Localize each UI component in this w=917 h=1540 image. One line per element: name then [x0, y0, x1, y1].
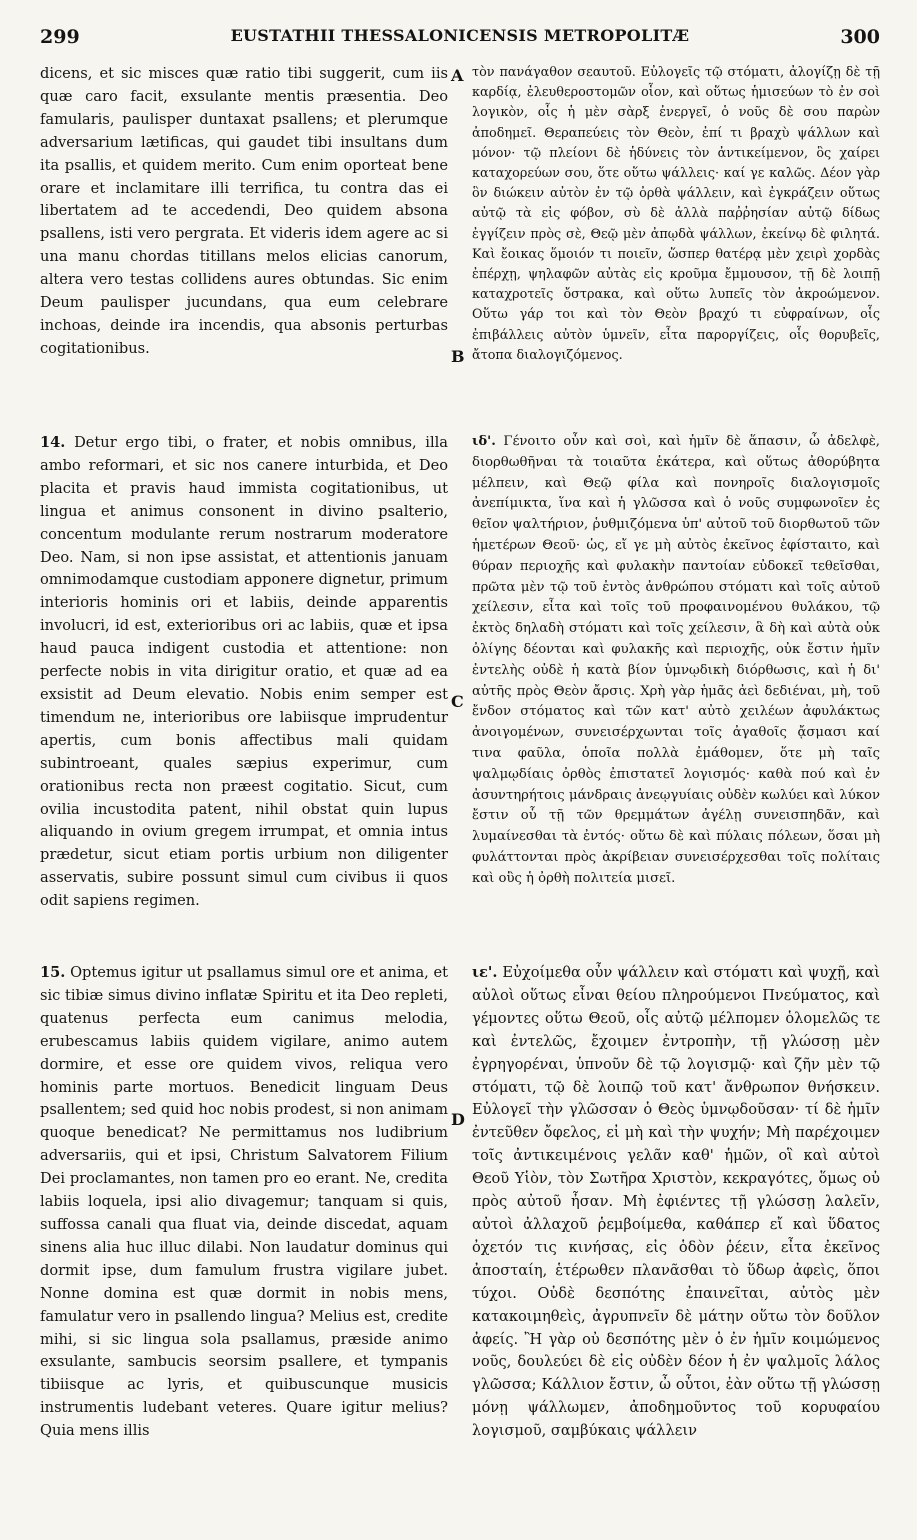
section-number: ιε'. [472, 964, 498, 981]
latin-text: Detur ergo tibi, o frater, et nobis omnibus, illa ambo reformari, et sic nos canere inturbida, et Deo placita et pravis haud immista cogitationibus, ut lingua et animus consonent in divino psalterio, concentum modulante rerum nostrarum moderatore Deo. Nam, si non ipse assistat, et attentionis januam omnimodamque custodiam apponere dignetur, primum interioris hominis ori et labiis, deinde apparentis involucri, id est, exterioribus ori ac labiis, quæ et ipsa haud pauca indigent custodia et attentione: non perfecte nobis in vita dirigitur oratio, et quæ ad ea exsistit ad Deum elevatio. Nobis enim semper est timendum ne, interioribus ore labiisque imprudentur apertis, cum bonis affectibus mali quidam subintroeant, quales sæpius experimur, cum orationibus recta non præest cogitatio. Sicut, cum ovilia incustodita patent, nihil obstat quin lupus aliquando in ovium gregem irrumpat, et omnia intus prædetur, sicut etiam portis urbium non diligenter asservatis, subire possunt simul cum civibus ii quos odit sapiens regimen. [40, 434, 448, 910]
latin-column-block-3 [40, 962, 448, 1502]
greek-column-block-3 [472, 962, 880, 1502]
greek-text: Γένοιτο οὖν καὶ σοὶ, καὶ ἡμῖν δὲ ἅπασιν, ὦ ἀδελφὲ, διορθωθῆναι τὰ τοιαῦτα ἑκάτερα, καὶ οὕτως ἀθορύβητα μέλπειν, καὶ Θεῷ φίλα καὶ πονηροῖς διαλογισμοῖς ἀνεπίμικτα, ἵνα καὶ ἡ γλῶσσα καὶ ὁ νοῦς συμφωνοῖεν ἐς θεῖον ψαλτήριον, ῥυθμιζόμενα ὑπ' αὐτοῦ τοῦ διορθωτοῦ τῶν ἡμετέρων Θεοῦ· ὡς, εἴ γε μὴ αὐτὸς ἐκεῖνος ἐφίσταιτο, καὶ θύραν περιοχῆς καὶ φυλακὴν παντοίαν εὐδοκεῖ τεθεῖσθαι, πρῶτα μὲν τῷ τοῦ ἐντὸς ἀνθρώπου στόματι καὶ τοῖς αὐτοῦ χείλεσιν, εἶτα καὶ τοῖς τοῦ προφαινομένου θυλάκου, τῷ ἐκτὸς δηλαδὴ στόματι καὶ τοῖς χείλεσιν, ἃ δὴ καὶ αὐτὰ οὐκ ὀλίγης δέονται καὶ φυλακῆς καὶ περιοχῆς, οὐκ ἔστιν ἡμῖν ἐντελὴς οὐδὲ ἡ κατὰ βίον ὑμνῳδικὴ διόρθωσις, καὶ ἡ δι' αὐτῆς πρὸς Θεὸν ἄρσις. Χρὴ γὰρ ἡμᾶς ἀεὶ δεδιέναι, μὴ, τοῦ ἔνδον στόματος καὶ τῶν κατ' αὐτὸ χειλέων ἀφυλάκτως ἀνοιγομένων, συνεισέρχωνται τοῖς ἀγαθοῖς ᾄσμασι καί τινα φαῦλα, ὁποῖα πολλὰ ἐμάθομεν, ὅτε μὴ ταῖς ψαλμῳδίαις ὀρθὸς ἐπιστατεῖ λογισμός· καθὰ πού καὶ ἐν ἀσυντηρήτοις μάνδραις ἀνεῳγυίαις οὐδὲν κωλύει καὶ λύκον ἔστιν οὗ τῇ τῶν θρεμμάτων ἀγέλῃ συνεισπηδᾶν, καὶ λυμαίνεσθαι τὰ ἐντός· οὕτω δὲ καὶ πύλαις πόλεων, ὅσαι μὴ φυλάττονται πρὸς ἀκρίβειαν συνεισέρχεσθαι τοῖς πολίταις καὶ οὓς ἡ ὀρθὴ πολιτεία μισεῖ. [472, 434, 880, 886]
latin-paragraph-15 [40, 962, 448, 1443]
greek-text: Εὐχοίμεθα οὖν ψάλλειν καὶ στόματι καὶ ψυχῇ, καὶ αὐλοὶ οὕτως εἶναι θείου πληρούμενοι Πνεύματος, καὶ γέμοντες οὕτω Θεοῦ, οἷς αὐτῷ μέλπομεν ὁλομελῶς τε καὶ ἐντελῶς, ἔχοιμεν ἐντροπὴν, τῇ γλώσσῃ μὲν ἐγρηγορέναι, ὑπνοῦν δὲ τῷ λογισμῷ· καὶ ζῆν μὲν τῷ στόματι, τῷ δὲ λοιπῷ τοῦ κατ' ἄνθρωπον θνήσκειν. Εὐλογεῖ τὴν γλῶσσαν ὁ Θεὸς ὑμνῳδοῦσαν· τί δὲ ἡμῖν ἐντεῦθεν ὄφελος, εἰ μὴ καὶ τὴν ψυχήν; Μὴ παρέχοιμεν τοῖς ἀντικειμένοις γελᾶν καθ' ἡμῶν, οἳ καὶ αὐτοὶ Θεοῦ Υἱὸν, τὸν Σωτῆρα Χριστὸν, κεκραγότες, ὅμως οὐ πρὸς αὐτοῦ ἦσαν. Μὴ ἐφιέντες τῇ γλώσσῃ λαλεῖν, αὐτοὶ ἀλλαχοῦ ῥεμβοίμεθα, καθάπερ εἴ καὶ ὕδατος ὀχετόν τις κινήσας, εἰς ὁδὸν ῥέειν, εἶτα ἐκεῖνος ἀποσταίη, ἑτέρωθεν πλανᾶσθαι τὸ ὕδωρ ἀφεὶς, ὅποι τύχοι. Οὐδὲ δεσπότης ἐπαινεῖται, αὐτὸς μὲν κατακοιμηθεὶς, ἀγρυπνεῖν δὲ μάτην οὕτω τὸν δοῦλον ἀφείς. Ἢ γὰρ οὐ δεσπότης μὲν ὁ ἐν ἡμῖν κοιμώμενος νοῦς, δουλεύει δὲ εἰς οὐδὲν δέον ἡ ἐν ψαλμοῖς λάλος γλῶσσα; Κάλλιον ἔστιν, ὦ οὗτοι, ἐὰν οὕτω τῇ γλώσσῃ μόνῃ ψάλλωμεν, ἀποδημοῦντος τοῦ κορυφαίου λογισμοῦ, σαμβύκαις ψάλλειν [472, 964, 880, 1440]
page-number-right: 300 [840, 26, 880, 48]
latin-paragraph: dicens, et sic misces quæ ratio tibi suggerit, cum iis quæ caro facit, exsulante mentis præsentia. Deo famularis, paulisper duntaxat psallens; et plerumque adversarium lætificas, qui gaudet tibi insultans dum ita psallis, et quidem merito. Cum enim oporteat bene orare et inclamitare illi terrifica, tu contra das ei libertatem ad te accedendi, Deo quidem absona psallens, isti vero pergrata. Et videris idem agere ac si una manu chordas titillans melos elicias canorum, altera vero testas collidens aures obtundas. Sic enim Deum paulisper jucundans, qua eum celebrare inchoas, deinde ira incendis, qua absonis perturbas cogitationibus. [40, 65, 448, 357]
latin-column-block-1 [40, 63, 448, 368]
greek-paragraph-14 [472, 432, 880, 890]
latin-column-block-2 [40, 432, 448, 912]
running-title: EUSTATHII THESSALONICENSIS METROPOLITÆ [230, 26, 690, 45]
page-number-left: 299 [40, 26, 80, 48]
greek-column-block-1 [472, 63, 880, 368]
greek-paragraph: τὸν πανάγαθον σεαυτοῦ. Εὐλογεῖς τῷ στόματι, ἀλογίζῃ δὲ τῇ καρδίᾳ, ἐλευθεροστομῶν οἷον, καὶ οὕτως ἡμισεύων τὸ ἐν σοὶ λογικὸν, οἷς ἡ μὲν σὰρξ ἐνεργεῖ, ὁ νοῦς δὲ σου παρὼν ἀποδημεῖ. Θεραπεύεις τὸν Θεὸν, ἐπί τι βραχὺ ψάλλων καὶ μόνον· τῷ πλείονι δὲ ἡδύνεις τὸν ἀντικείμενον, ὃς χαίρει καταχορεύων σου, ὅτε οὕτω ψάλλεις· καί γε καλῶς. Δέον γὰρ ὃν διώκειν αὐτὸν ἐν τῷ ὀρθὰ ψάλλειν, καὶ ἐγκράζειν οὕτως αὐτῷ τὰ εἰς φόβον, σὺ δὲ ἀλλὰ παῤῥησίαν αὐτῷ δίδως ἐγγίζειν πρὸς σὲ, Θεῷ μὲν ἀπῳδὰ ψάλλων, ἐκείνῳ δὲ φιλητά. Καὶ ἔοικας ὅμοιόν τι ποιεῖν, ὥσπερ θατέρᾳ μὲν χειρὶ χορδὰς ἐπέρχῃ, ψηλαφῶν αὐτὰς εἰς κροῦμα ἔμμουσον, τῇ δὲ λοιπῇ καταχροτεῖς ὄστρακα, καὶ οὕτω λυπεῖς τὸν ἀκροώμενον. Οὕτω γάρ τοι καὶ τὸν Θεὸν βραχύ τι εὐφραίνων, οἷς ἐπιβάλλεις αὐτὸν ὑμνεῖν, εἶτα παροργίζεις, οἷς θορυβεῖς, ἄτοπα διαλογιζόμενος. [472, 65, 880, 363]
section-marker-c: C [451, 692, 464, 711]
section-number: 15. [40, 964, 66, 981]
section-number: ιδ'. [472, 434, 496, 449]
greek-column-block-2 [472, 432, 880, 912]
section-marker-a: A [451, 66, 464, 85]
section-marker-b: B [451, 347, 465, 366]
latin-paragraph-14 [40, 432, 448, 912]
section-marker-d: D [451, 1110, 465, 1129]
section-number: 14. [40, 434, 66, 451]
latin-text: Optemus igitur ut psallamus simul ore et anima, et sic tibiæ simus divino inflatæ Spiritu et ita Deo repleti, quatenus perfecta eum canimus melodia, erubescamus labiis quidem vigilare, animo autem dormire, et esse ore quidem vivos, reliqua vero hominis parte mortuos. Benedicit linguam Deus psallentem; sed quid hoc nobis prodest, si non animam quoque benedicat? Ne permittamus nos ludibrium adversariis, qui et ipsi, Christum Salvatorem Filium Dei proclamantes, non tamen pro eo erant. Ne, credita labiis loquela, ipsi alio divagemur; tanquam si quis, suffossa canali qua fluat via, deinde discedat, aquam sinens alia huc illuc dilabi. Non laudatur dominus qui dormit ipse, dum famulum frustra vigilare jubet. Nonne domina est quæ dormit in nobis mens, famulatur vero in psallendo lingua? Melius est, credite mihi, si sic lingua sola psallamus, præside animo exsulante, sambucis seorsim psallere, et tympanis tibiisque ac lyris, et quibuscunque musicis instrumentis ludebant veteres. Quare igitur melius? Quia mens illis [40, 964, 448, 1440]
greek-paragraph-15 [472, 962, 880, 1443]
running-header [40, 20, 880, 50]
